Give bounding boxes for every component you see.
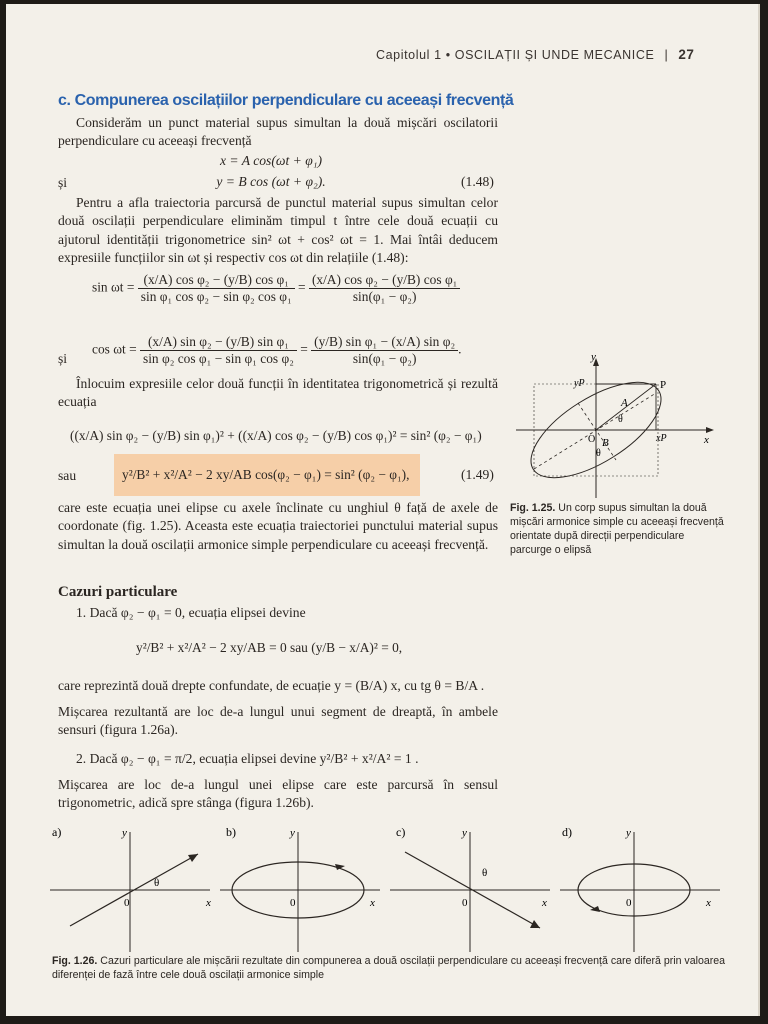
page-number: 27 xyxy=(678,47,695,62)
sin-equals: = xyxy=(298,279,306,295)
case1-intro: 1. Dacă φ₂ − φ₁ = 0, ecuația elipsei devine xyxy=(76,605,306,620)
x-arrow-icon xyxy=(706,427,714,433)
case2-intro: 2. Dacă φ₂ − φ₁ = π/2, ecuația elipsei devine y²/B² + x²/A² = 1 . xyxy=(76,751,419,766)
running-header xyxy=(376,47,736,62)
cos-den-1: sin φ₂ cos φ₁ − sin φ₁ cos φ₂ xyxy=(143,351,294,366)
fig125-caption-label: Fig. 1.25. xyxy=(510,502,556,514)
case1-formula: y²/B² + x²/A² − 2 xy/AB = 0 sau (y/B − x/A)² = 0, xyxy=(136,640,403,655)
paragraph-4: care este ecuația unei elipse cu axele înclinate cu unghiul θ față de axele de coordonate (fig. 1.25). Aceasta este ecuația traiectoriei punctului material supus simultan la două oscilații armonice simple perpendiculare cu aceeași frecvență. xyxy=(58,500,498,552)
fig125-label-b: B xyxy=(602,437,609,449)
panel-c-theta: θ xyxy=(482,867,488,879)
cos-lhs: cos ωt = xyxy=(92,341,137,357)
sin-den-2: sin(φ₁ − φ₂) xyxy=(352,289,417,304)
fig125-label-theta: θ xyxy=(618,414,623,425)
panel-c-y: y xyxy=(462,827,467,839)
fig-1-25-caption xyxy=(510,501,724,557)
panel-b-tag: b) xyxy=(226,825,236,839)
cos-den-2: sin(φ₁ − φ₂) xyxy=(352,351,417,366)
fig125-label-theta2: θ xyxy=(596,448,601,459)
fig-1-26-caption xyxy=(52,954,732,982)
paragraph-3: Înlocuim expresiile celor două funcții în identitatea trigonometrică și rezultă ecuația xyxy=(58,376,498,410)
paragraph-2: Pentru a afla traiectoria parcursă de punctul material supus simultan celor două oscilații perpendiculare eliminăm timpul t între cele două ecuații cu ajutorul identității trigonometrice sin² ωt + cos² ωt = 1. Mai întâi deducem expresiile funcțiilor sin ωt și respectiv cos ωt din relațiile (1.48): xyxy=(58,195,498,266)
eq-149-formula: y²/B² + x²/A² − 2 xy/AB cos(φ₂ − φ₁) = sin² (φ₂ − φ₁), xyxy=(122,467,410,482)
cos-fraction-1 xyxy=(140,334,297,367)
book-page xyxy=(6,4,760,1016)
case1-text2: Mișcarea rezultantă are loc de-a lungul unui segment de dreaptă, în ambele sensuri (figura 1.26a). xyxy=(58,704,498,738)
major-axis-line xyxy=(534,393,656,469)
eq-149-sau: sau xyxy=(58,468,77,483)
sin-fraction-1 xyxy=(138,272,295,305)
cos-period: . xyxy=(458,341,462,357)
identity-equation: ((x/A) sin φ₂ − (y/B) sin φ₁)² + ((x/A) cos φ₂ − (y/B) cos φ₁)² = sin² (φ₂ − φ₁) xyxy=(70,428,482,443)
fig125-label-x: x xyxy=(704,434,709,446)
cos-equation xyxy=(92,334,461,367)
sin-equation xyxy=(92,272,460,305)
section-title: c. Compunerea oscilațiilor perpendiculare cu aceeași frecvență xyxy=(58,92,514,109)
panel-d-o: 0 xyxy=(626,897,632,909)
sin-lhs: sin ωt = xyxy=(92,279,135,295)
sin-den-1: sin φ₁ cos φ₂ − sin φ₂ cos φ₁ xyxy=(140,289,292,304)
eq-149-number: (1.49) xyxy=(461,467,494,482)
panel-a-o: 0 xyxy=(124,897,130,909)
panel-b-o: 0 xyxy=(290,897,296,909)
eq-148-line1: x = A cos(ωt + φ₁) xyxy=(220,153,322,168)
panel-a-x: x xyxy=(206,897,211,909)
cos-num-1: (x/A) sin φ₂ − (y/B) sin φ₁ xyxy=(140,334,297,351)
panel-c-arrow-icon xyxy=(530,920,540,928)
panel-a-tag: a) xyxy=(52,825,62,839)
fig126-caption-text: Cazuri particulare ale mișcării rezultate din compunerea a două oscilații perpendiculare cu aceeași frecvență care diferă prin valoarea diferenței de fază între cele două oscilații armonice simple xyxy=(52,955,726,981)
fig125-label-xp: xP xyxy=(656,433,667,444)
case2-text: Mișcarea are loc de-a lungul unei elipse care este parcursă în sensul trigonometric, adică spre stânga (figura 1.26b). xyxy=(58,777,498,811)
panel-a-y: y xyxy=(122,827,127,839)
panel-d-x: x xyxy=(706,897,711,909)
cos-fraction-2 xyxy=(311,334,458,367)
case1-text1: care reprezintă două drepte confundate, de ecuație y = (B/A) x, cu tg θ = B/A . xyxy=(58,678,485,693)
panel-c-tag: c) xyxy=(396,825,406,839)
panel-a-theta: θ xyxy=(154,877,160,889)
cos-num-2: (y/B) sin φ₁ − (x/A) sin φ₂ xyxy=(311,334,458,351)
chapter-title: Capitolul 1 • OSCILAȚII ȘI UNDE MECANICE xyxy=(376,48,655,62)
sin-num-2: (x/A) cos φ₂ − (y/B) cos φ₁ xyxy=(309,272,460,289)
panel-b-x: x xyxy=(370,897,375,909)
panel-b-y: y xyxy=(290,827,295,839)
eq-148-line2: y = B cos (ωt + φ₂). xyxy=(216,174,326,189)
eq-148-number: (1.48) xyxy=(461,174,494,189)
eq-148-si: și xyxy=(58,175,68,190)
fig125-label-y: y xyxy=(591,351,596,363)
panel-c-x: x xyxy=(542,897,547,909)
panel-d-y: y xyxy=(626,827,631,839)
fig125-caption-text: Un corp supus simultan la două mișcări armonice simple cu aceeași frecvență orientate după direcții perpendiculare parcurge o elipsă xyxy=(510,502,724,556)
panel-d-tag: d) xyxy=(562,825,572,839)
sin-fraction-2 xyxy=(309,272,460,305)
subheading: Cazuri particulare xyxy=(58,584,178,600)
fig126-caption-label: Fig. 1.26. xyxy=(52,955,98,967)
header-separator: | xyxy=(664,48,669,62)
panel-c-o: 0 xyxy=(462,897,468,909)
panel-a-arrow-icon xyxy=(188,854,198,862)
sin-num-1: (x/A) cos φ₂ − (y/B) cos φ₁ xyxy=(138,272,295,289)
fig125-label-a: A xyxy=(621,397,628,409)
fig125-label-o: O xyxy=(588,434,596,445)
intro-paragraph: Considerăm un punct material supus simultan la două mișcări oscilatorii perpendiculare cu aceeași frecvență xyxy=(58,115,498,149)
fig125-label-p: P xyxy=(660,379,667,391)
cos-equals: = xyxy=(300,341,308,357)
cos-eq-si: și xyxy=(58,351,68,366)
fig-1-25-diagram xyxy=(506,348,728,500)
fig-1-26-diagram xyxy=(50,822,740,958)
fig125-label-yp: yP xyxy=(574,378,585,389)
